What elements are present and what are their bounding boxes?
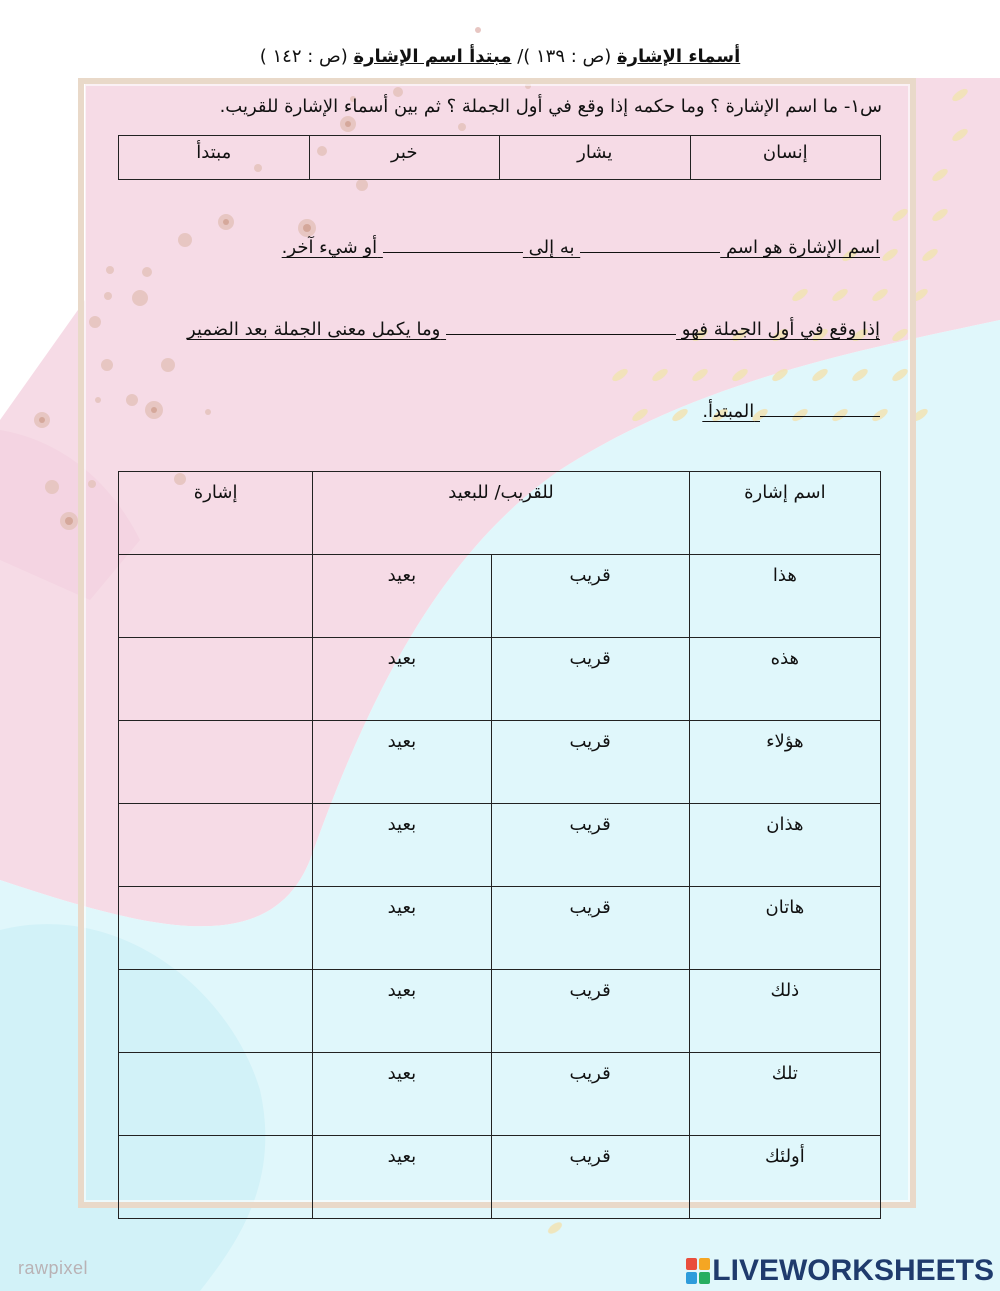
page-title [0,46,1000,67]
sign-answer-cell[interactable] [119,721,313,804]
far-option[interactable]: بعيد [313,1053,491,1136]
rawpixel-watermark: rawpixel [18,1258,89,1278]
definition-sentence [282,234,880,258]
rule-part-1: إذا وقع في أول الجملة فهو [681,319,880,340]
far-option[interactable]: بعيد [313,804,491,887]
demonstrative-name: هؤلاء [689,721,880,804]
far-option[interactable]: بعيد [313,887,491,970]
word-bank-option[interactable]: خبر [309,136,500,180]
table-row [119,970,881,1053]
definition-part-1: اسم الإشارة هو اسم [725,237,880,258]
demonstrative-name: أولئك [689,1136,880,1219]
liveworksheets-wordmark: LIVEWORKSHEETS [712,1254,994,1287]
definition-blank-2[interactable] [383,234,523,253]
sign-answer-cell[interactable] [119,970,313,1053]
near-option[interactable]: قريب [491,887,689,970]
definition-blank-1[interactable] [580,234,720,253]
near-option[interactable]: قريب [491,1136,689,1219]
demonstrative-name: هذا [689,555,880,638]
near-option[interactable]: قريب [491,721,689,804]
sign-answer-cell[interactable] [119,1053,313,1136]
table-row [119,1053,881,1136]
header-near-far: للقريب/ للبعيد [313,472,689,555]
definition-part-2: به إلى [528,237,575,258]
table-row [119,887,881,970]
demonstrative-name: هذان [689,804,880,887]
word-bank-option[interactable]: يشار [500,136,691,180]
title-subtopic: مبتدأ اسم الإشارة [353,46,512,67]
word-bank-option[interactable]: إنسان [690,136,881,180]
far-option[interactable]: بعيد [313,721,491,804]
sign-answer-cell[interactable] [119,638,313,721]
table-row [119,721,881,804]
mubtada-text: المبتدأ. [702,401,755,422]
sign-answer-cell[interactable] [119,887,313,970]
near-option[interactable]: قريب [491,638,689,721]
demonstrative-name: هذه [689,638,880,721]
far-option[interactable]: بعيد [313,1136,491,1219]
sign-answer-cell[interactable] [119,1136,313,1219]
title-page-ref-2: (ص : ١٤٢ ) [259,46,354,67]
table-row [119,555,881,638]
far-option[interactable]: بعيد [313,555,491,638]
word-bank-table [118,135,881,180]
table-row [119,638,881,721]
title-page-ref-1: (ص : ١٣٩ )/ [511,46,618,67]
far-option[interactable]: بعيد [313,638,491,721]
near-option[interactable]: قريب [491,1053,689,1136]
liveworksheets-logo [686,1254,994,1288]
near-option[interactable]: قريب [491,970,689,1053]
near-option[interactable]: قريب [491,804,689,887]
demonstrative-name: هاتان [689,887,880,970]
rule-part-2: وما يكمل معنى الجملة بعد الضمير [187,319,441,340]
rule-blank[interactable] [446,316,676,335]
header-sign: إشارة [119,472,313,555]
demonstratives-table [118,471,881,1219]
mubtada-blank[interactable] [760,398,880,417]
sign-answer-cell[interactable] [119,555,313,638]
demonstrative-name: تلك [689,1053,880,1136]
question-text: س١- ما اسم الإشارة ؟ وما حكمه إذا وقع في أول الجملة ؟ ثم بين أسماء الإشارة للقريب. [219,96,882,117]
title-topic: أسماء الإشارة [617,46,741,67]
sign-answer-cell[interactable] [119,804,313,887]
rule-sentence [187,316,880,340]
table-row [119,1136,881,1219]
definition-part-3: أو شيء آخر. [281,237,378,258]
word-bank-option[interactable]: مبتدأ [119,136,310,180]
far-option[interactable]: بعيد [313,970,491,1053]
table-row [119,804,881,887]
demonstrative-name: ذلك [689,970,880,1053]
liveworksheets-icon [686,1258,710,1284]
mubtada-sentence [702,398,880,422]
near-option[interactable]: قريب [491,555,689,638]
header-name: اسم إشارة [689,472,880,555]
